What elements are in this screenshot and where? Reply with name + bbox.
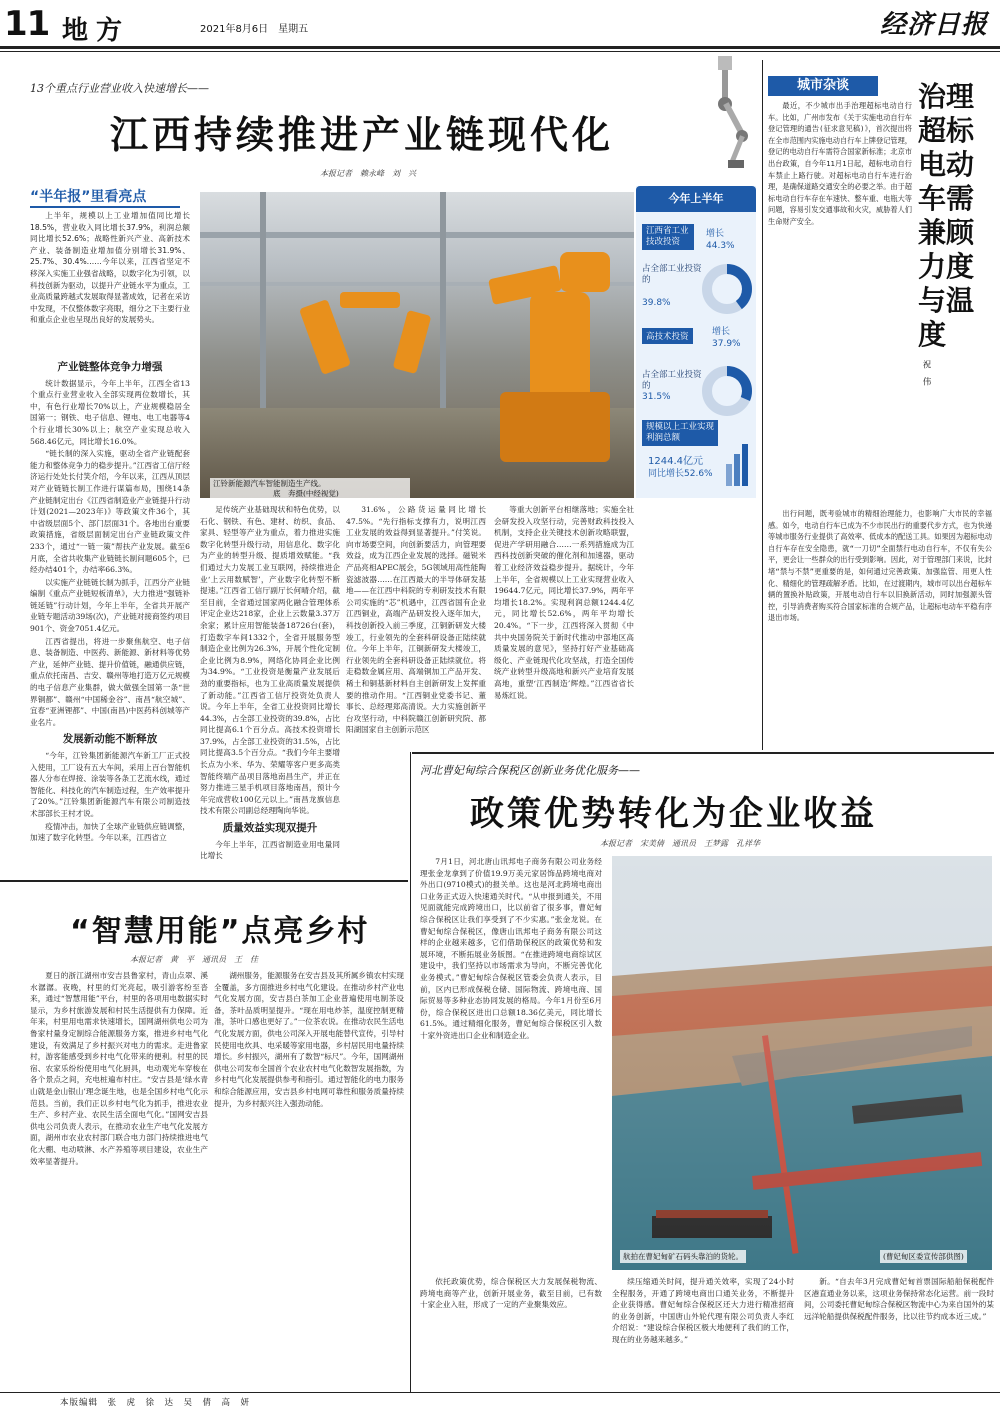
newspaper-logo: 经济日报 [880, 10, 989, 40]
page-editors: 本版编辑 张 虎 徐 达 吴 倩 高 妍 [60, 1398, 251, 1408]
lead-paragraph: 上半年，规模以上工业增加值同比增长18.5%，营业收入同比增长37.9%，利润总额同比增长52.6%；战略性新兴产业、高新技术产业、装备制造业增加值分别增长31.9%、25.7%、30.4%……今年以来，江西省坚定不移深入实施工业强省战略，以数字化为引领，以科技创新为驱动，以提升产业链水平为重点，工业高质量跨越式发展取得显著成效，记者在采访中发现，不仅整体数字亮眼，细分之下主要行业和重点企业也呈现出良好的发展势头。 [30, 211, 190, 325]
paragraph: 依托政策优势，综合保税区大力发展保税物流、跨境电商等产业，创新开展业务，截至目前，已有数十家企业入驻，形成了一定的产业聚集效应。 [420, 1277, 602, 1310]
story1-column-3 [346, 504, 486, 737]
paragraph: 疫情冲击，加快了全球产业链供应链调整，加速了数字化转型。今年以来，江西省立 [30, 821, 190, 843]
story1-headline: 江西持续推进产业链现代化 [110, 113, 615, 157]
paragraph: 31.6%，公路货运量同比增长47.5%。“先行指标支撑有力，说明江西工业发展的效益得到显著提升。”付笑说。向市场要空间，向创新要活力，向管理要效益，成为江西企业发展的选择。磁锐米产品亮相APEC展会，5G领域用高性能陶瓷滤波器……在江西最大的半导体研发基地——在江西中科院的专利研发技术有限公司实施的“芯”机遇中，江西省国有企业江西铜业，高端产品研发投入逐年加大，科技创新投入前三季度，江铜新研发大楼竣工，行业领先的全套科研设备正陆续就位。今年上半年，江铜新研发大楼竣工，行业领先的全套科研设备正陆续就位。将走稳数金属应用、高端铜加工产品开发、稀土和铜基新材料自主创新研发上发挥重要的推动作用。“江西铜业党委书记、董事长、总经理郑高清说。大力实施创新平台攻坚行动，中科院赣江创新研究院、都阳湖国家自主创新示范区 [346, 505, 486, 735]
header-rule-thin [0, 51, 1000, 52]
info-share2-value: 31.5% [642, 392, 671, 402]
paragraph: 出行问题，既考验城市的精细治理能力，也影响广大市民的幸福感。如今，电动自行车已成为不少市民出行的重要代步方式，也为快递等城市服务行业提供了高效率、低成本的配送工具。如果因为超标电动自行车存在安全隐患，就“一刀切”全面禁行电动自行车，不仅有失公平，更会让一些群众的出行受到影响。因此，对于管理部门来说，比封堵“禁与不禁”更重要的是，如何通过完善政策、加强监管、用更人性化、精细化的管理疏解矛盾。比如，在过渡期内，城市可以出台超标车辆的置换补贴政策，开展电动自行车以旧换新活动，同时加强源头管控，引导消费者购买符合国家标准的合规产品，让超标电动车平稳有序退出市场。 [768, 509, 992, 623]
port-aerial-photo [612, 856, 992, 1270]
story1-lead [30, 210, 190, 327]
story3-column-2 [214, 970, 404, 1390]
story1-column-1 [30, 356, 190, 845]
subhead-new-momentum: 发展新动能不断释放 [62, 733, 158, 746]
paragraph: 江西省提出，将进一步聚焦航空、电子信息、装备制造、中医药、新能源、新材料等优势产业，延伸产业链、提升价值链，融通供应链，重点依托南昌、吉安、赣州等地打造万亿元规模的电子信息产业集群，做大做强全国第一条“世界铜都”、赣州“中国稀金谷”、南昌“航空城”、宜春“亚洲锂都”、中国(南昌)中医药科创城等产业名片。 [30, 636, 190, 727]
story3-headline: “智慧用能”点亮乡村 [70, 914, 370, 949]
info-profit-growth: 同比增长52.6% [648, 469, 713, 479]
info-share-label: 占全部工业投资的 [642, 264, 702, 285]
story2-byline: 本报记者 宋美倩 通讯员 王梦露 孔祥华 [600, 839, 760, 848]
photo2-caption: 航拍在曹妃甸矿石码头靠泊的货轮。 [620, 1250, 746, 1263]
paragraph: 新。“自去年3月完成曹妃甸首票国际船舶保税配件区港直通业务以来，这项业务保持常态化运营。前一段时间，公司委托曹妃甸综合保税区物流中心为来自国外的某远洋轮船提供保税配件服务，比以往节约成本近三成。” [804, 1277, 994, 1321]
paragraph: 今年上半年，江西省制造业用电量同比增长 [200, 839, 340, 861]
story3-column-1 [30, 970, 208, 1390]
story1-column-4 [494, 504, 634, 702]
commentary-text-1 [768, 100, 912, 229]
info-invest-label: 江西省工业技改投资 [642, 224, 694, 250]
story1-byline: 本报记者 赖永峰 刘 兴 [320, 169, 416, 178]
subhead-industry-chain: 产业链整体竞争力增强 [57, 361, 163, 373]
paragraph: 夏日的浙江湖州市安吉县鲁家村，青山点翠、溪水潺潺。夜晚，村里的灯光亮起，吸引游客纷至沓来，通过“智慧用能”平台，村里的各项用电数据实时显示，为乡村旅游发展和村民生活提供有力保障。近年来，村里用电需求快速增长，国网湖州供电公司为鲁家村量身定制综合能源服务方案，推进乡村电气化建设，有效满足了乡村振兴对电力的需求。走进鲁家村，游客能感受到乡村电气化带来的便利。村里的民宿、农家乐纷纷使用电气化厨具，电动观光车穿梭在各个景点之间，充电桩遍布村庄。“安吉县是‘绿水青山就是金山银山’理念诞生地，也是全国乡村电气化示范县。当前，我们正以乡村电气化为抓手，推进农业生产、乡村产业、农民生活全面电气化。”国网安吉县供电公司负责人表示，在推动农业生产电气化发展方面，湖州市农业农村部门联合电力部门持续推进电气化大棚、电动喷淋、水产养殖等项目建设，农业生产效率显著提升。 [30, 971, 208, 1166]
issue-date: 2021年8月6日 星期五 [200, 24, 309, 35]
info-profit-value: 1244.4亿元 [648, 456, 703, 467]
story3-top-rule [0, 880, 408, 882]
story2-headline: 政策优势转化为企业收益 [470, 794, 877, 834]
photo1-caption-text: 江铃新能源汽车智能制造生产线。 [213, 479, 326, 488]
paragraph: “链长制的深入实施，驱动全省产业链配套能力和整体竞争力的稳步提升。”江西省工信厅经济运行处处长付笑介绍，今年以来，江西从顶层对产业链链长制工作进行谋篇布局，围绕14条产业链制定出台《江西省制造业产业链提升行动计划(2021—2023年)》等政策文件36个，其中省级层面5个、部门层面31个。各地出台重要政策措施，省级层面制定出台产业链政策文件233个，通过“一链一策”帮扶产业发展。截至6月底，全省共收集产业链链长制问题605个，已经办结401个，办结率66.3%。 [30, 449, 190, 575]
bar-icon [724, 440, 750, 486]
story2-kicker: 河北曹妃甸综合保税区创新业务优化服务—— [420, 764, 640, 777]
story2-column-2 [612, 1276, 794, 1396]
section-name: 地方 [62, 16, 131, 46]
footer-rule [0, 1392, 1000, 1393]
story-divider-vertical [410, 752, 411, 1392]
subhead-quality: 质量效益实现双提升 [222, 822, 318, 835]
photo1-caption [210, 478, 410, 500]
share2-donut-chart [700, 364, 754, 418]
page-number: 11 [4, 4, 50, 44]
story1-tag: “半年报”里看亮点 [30, 186, 180, 208]
commentary-text-2 [768, 508, 992, 625]
info-profit-label: 规模以上工业实现利润总额 [642, 420, 718, 446]
photo2-credit: (曹妃甸区委宣传部供图) [880, 1250, 967, 1263]
story1-column-2 [200, 504, 340, 863]
column-tag: 城市杂谈 [768, 76, 878, 96]
story1-kicker: 13个重点行业营业收入快速增长—— [30, 82, 209, 95]
paragraph: 统计数据显示，今年上半年，江西全省13个重点行业营业收入全部实现两位数增长，其中，有色行业增长70%以上，产业规模稳居全国第一；钢铁、电子信息、锂电、电工电器等4个行业增长30%以上；航空产业实现总收入568.46亿元，同比增长16.0%。 [30, 378, 190, 446]
story2-column-3 [420, 1276, 602, 1396]
robot-arm-icon [690, 56, 760, 181]
commentary-headline: 治理超标电动车需兼顾力度与温度 [918, 80, 975, 351]
story2-top-rule [412, 752, 994, 754]
info-share2-label: 占全部工业投资的 [642, 370, 702, 391]
info-invest-value: 增长44.3% [706, 229, 735, 251]
info-share-value: 39.8% [642, 298, 671, 308]
story2-column-4 [804, 1276, 994, 1396]
paragraph: 最近，不少城市出手治理超标电动自行车。比如，广州市发布《关于实施电动自行车登记管理的通告(征求意见稿)》，首次提出将在全市范围内实施电动自行车上牌登记管理，登记的电动自行车需符合国家新标准；北京市出台政策，自今年11月1日起，超标电动自行车禁止上路行驶。对超标电动自行车进行治理，是确保道路交通安全的必要之举。由于超标电动自行车存在车速快、整车重、电瓶大等问题，容易引发交通事故和火灾，威胁着人们生命财产安全。 [768, 101, 912, 226]
infographic-title: 今年上半年 [636, 186, 756, 212]
paragraph: “今年，江铃集团新能源汽车新工厂正式投入使用，工厂设有五大车间，采用上百台智能机器人分布在焊接、涂装等各条工艺流水线，通过智能化、科技化的汽车制造过程，生产效率提升了20%。”江铃集团新能源汽车有限公司制造技术部部长王村才说。 [30, 751, 190, 818]
header-rule [0, 46, 1000, 49]
photo1-credit: 底 奔摄(中经视觉) [213, 489, 339, 498]
port-illustration [612, 856, 992, 1270]
info-tech-value: 增长37.9% [712, 327, 741, 349]
paragraph: 以实施产业链链长制为抓手，江西分产业链编制《重点产业链短板清单》，大力推进“强链补链延链”行动计划，今年上半年，全省共开展产业链专题活动39场(次)，产业链对接商签约项目901个、资金7051.4亿元。 [30, 577, 190, 634]
paragraph: 等重大创新平台相继落地；实施全社会研发投入攻坚行动，完善财政科技投入机制，支持企业关键技术创新攻略联盟，促进产学研用融合……一系列措施成为江西科技创新突破的催化剂和加速器，驱动着工业经济效益稳步提升。据统计，今年上半年，全省规模以上工业实现营业收入19644.7亿元，同比增长37.9%，两年平均增长18.2%。实现利润总额1244.4亿元，同比增长52.6%，两年平均增长20.4%。“下一步，江西将深入贯彻《中共中央国务院关于新时代推动中部地区高质量发展的意见》，坚持打好产业基础高级化、产业链现代化攻坚战，打造全国传统产业转型升级高地和新兴产业培育发展高地，重塑‘江西制造’辉煌。”江西省省长易炼红说。 [494, 505, 634, 700]
factory-robot-photo [200, 192, 634, 498]
story2-column-1 [420, 856, 602, 1266]
paragraph: 7月1日，河北唐山讯邦电子商务有限公司业务经理张金龙拿到了价值19.9万美元家居饰品跨境电商对外出口(9710模式)的报关单。这也是河北跨境电商出口业务正式迈入快速通关时代。“从申报到通关，不用见面就能完成跨境出口，比以前省了很多事，曹妃甸综合保税区让我们享受到了不少实惠。”张金龙说。在曹妃甸综合保税区，像唐山讯邦电子商务有限公司这样的企业越来越多，它们借助保税区的政策优势和发展环境，不断拓展业务版图。“在推进跨境电商综试区建设中，我们坚持以市场需求为导向，不断完善优化业务模式。”曹妃甸综合保税区管委会负责人表示，目前，区内已形成保税仓储、国际物流、跨境电商、国际贸易等多种业态协同发展的格局。今年1月份至6月份，综合保税区进出口总额18.36亿美元，同比增长61.5%。通过精细化服务，曹妃甸综合保税区引入数十家外资进出口企业和制造企业。 [420, 857, 602, 1040]
story3-byline: 本报记者 黄 平 通讯员 王 佳 [130, 955, 258, 964]
paragraph: 湖州服务，能源服务在安吉县及其所属乡镇农村实现全覆盖，多方面推进乡村电气化建设。在推动乡村产业电气化发展方面，安吉县白茶加工企业普遍使用电制茶设备，茶叶品质明显提升。“现在用电炒茶，温度控制更精准，茶叶口感也更好了。”一位茶农说。在推动农民生活电气化发展方面，供电公司深入开展电能替代宣传，引导村民使用电炊具、电采暖等家用电器，乡村居民用电量持续增长。乡村振兴，湖州有了数智“标尺”。今年，国网湖州供电公司发布全国首个农业农村电气化数智发展指数，为乡村电气化发展提供参考和指引。通过智能化的电力服务和综合能源应用，安吉县乡村电网可靠性和服务质量持续提升，为乡村振兴注入强劲动能。 [214, 971, 404, 1108]
paragraph: 足传统产业基础现状和特色优势，以石化、钢铁、有色、建材、纺织、食品、家具、轻型等产业为重点，着力推进实施数字化转型升级行动，用信息化、数字化为产业的转型升级、提质增效赋能。“我们通过大力发展工业互联网，持续推进企业‘上云用数赋智’，产业数字化转型不断提速。”江西省工信厅副厅长何晴介绍，截至目前，全省通过国家两化融合管理体系评定企业达218家，企业上云数量3.37万余家；累计应用智能装备18726台(套)，打造数字车间1332个，全省开展服务型制造企业比例为26.3%，开展个性化定制企业比例为8.9%，网络化协同企业比例为34.9%。“工业投资是衡量产业发展后劲的重要指标，也为工业高质量发展提供了新动能。”江西省工信厅投资处负责人说。今年上半年，全省工业投资同比增长44.3%，占全部工业投资的39.8%，占比同比提高6.1个百分点。高技术投资增长37.9%，占全部工业投资的31.5%，占比同比提高3.5个百分点。“我们今年主要增长点为小米、华为、荣耀等客户更多高类智能终端产品项目落地南昌生产，并正在努力推进三星手机项目落地南昌，预计今年完成营收100亿元以上。”南昌龙旗信息技术有限公司副总经理陶向华说。 [200, 505, 340, 816]
paragraph: 续压缩通关时间，提升通关效率，实现了24小时全程服务，开通了跨境电商出口通关业务，不断提升企业获得感。曹妃甸综合保税区还大力进行精准招商的业务创新，中国唐山外轮代理有限公司负责人李红介绍说：“建设综合保税区极大地便利了我们的工作，现在的业务越来越多。” [612, 1277, 794, 1344]
commentary-author: 祝 伟 [921, 360, 931, 386]
right-column-divider [762, 60, 763, 750]
info-tech-label: 高技术投资 [642, 328, 693, 344]
share-donut-chart [700, 262, 754, 316]
